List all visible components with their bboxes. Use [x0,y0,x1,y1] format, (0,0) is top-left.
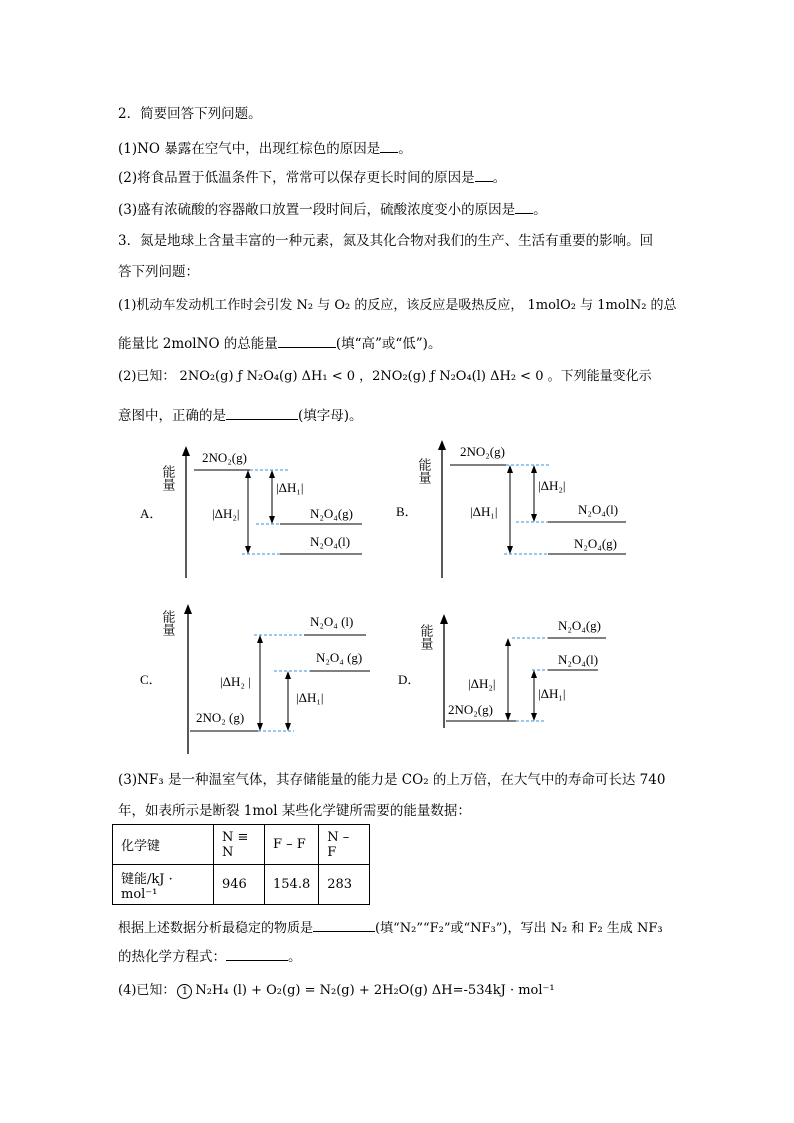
answer-blank[interactable] [515,199,533,214]
q3-part4-equation: N₂H₄ (l) + O₂(g) = N₂(g) + 2H₂O(g) ΔH=-534kJ · mol⁻¹ [195,983,555,998]
arrowhead [531,713,537,721]
arrowhead [285,671,291,679]
answer-blank[interactable] [475,167,493,182]
q2-part2-end: 。 [492,170,507,186]
diagram-b [390,436,640,584]
table-cell: 283 [319,865,370,905]
q2-heading: 2．简要回答下列问题。 [118,106,262,122]
q2-part2 [118,167,506,187]
long-arrow-label: |ΔH₂| [212,506,240,521]
level-top-label: 2NO₂(g) [460,444,505,459]
energy-axis-label: 能量 [416,458,432,484]
q3-part3-after2 [118,946,302,966]
arrowhead [531,514,537,522]
level-bot-label: 2NO₂(g) [448,702,493,717]
level-mid-label: N₂O₄ (g) [316,650,363,665]
diagram-d [392,604,642,744]
answer-blank[interactable] [313,917,375,932]
q2-part3-end: 。 [533,202,547,218]
q3-heading: 3．氮是地球上含量丰富的一种元素，氮及其化合物对我们的生产、生活有重要的影响。回 [118,233,654,249]
answer-blank[interactable] [226,405,298,420]
q3-part3-text: 根据上述数据分析最稳定的物质是 [118,921,314,936]
short-arrow-label: |ΔH₁| [296,690,324,705]
arrowhead [269,470,275,478]
q3-part1-text: 能量比 2molNO 的总能量 [118,336,278,352]
q3-part4 [118,982,555,1000]
q3-part3-after1 [118,917,663,938]
q3-part4-prefix: (4)已知： [118,983,176,998]
answer-blank[interactable] [380,138,398,153]
arrowhead [505,713,511,721]
level-mid-label: N₂O₄(l) [578,502,619,517]
energy-axis-label: 能量 [160,465,176,491]
level-top-label: N₂O₄ (l) [310,614,354,629]
q3-heading-cont: 答下列问题： [118,264,199,280]
arrowhead [245,470,251,478]
table-header-row [113,825,370,865]
level-mid-label: N₂O₄(g) [310,506,353,521]
arrowhead [531,465,537,473]
q3-part1-line1: (1)机动车发动机工作时会引发 N₂ 与 O₂ 的反应，该反应是吸热反应， 1molO₂ 与 1molN₂ 的总 [118,298,677,313]
energy-axis-label: 能量 [160,610,176,636]
axis-arrowhead [184,604,192,614]
arrowhead [505,638,511,646]
table-cell: 键能/kJ · mol⁻¹ [113,865,214,905]
q2-part3-text: (3)盛有浓硫酸的容器敞口放置一段时间后，硫酸浓度变小的原因是 [118,202,516,218]
long-arrow-label: |ΔH₂| [468,676,496,691]
arrowhead [531,670,537,678]
q3-part3-text-cont: (填“N₂”“F₂”或“NF₃”)，写出 N₂ 和 F₂ 生成 NF₃ [375,921,663,936]
table-header-cell: N – F [319,825,370,865]
arrowhead [507,546,513,554]
short-arrow-label: |ΔH₁| [538,686,566,701]
arrowhead [285,723,291,731]
level-bot-label: N₂O₄(l) [310,534,351,549]
diagram-a [130,440,380,585]
energy-axis-label: 能量 [418,624,434,650]
axis-arrowhead [440,614,448,624]
table-row [113,865,370,905]
table-cell: 154.8 [265,865,319,905]
option-letter[interactable]: C． [140,672,162,687]
q2-part3 [118,199,547,219]
arrowhead [269,516,275,524]
q2-part2-text: (2)将食品置于低温条件下，常常可以保存更长时间的原因是 [118,170,475,186]
level-top-label: N₂O₄(g) [558,618,601,633]
q2-part1-text: (1)NO 暴露在空气中，出现红棕色的原因是 [118,141,381,157]
long-arrow-label: |ΔH₁| [470,504,498,519]
option-letter[interactable]: D． [398,672,421,687]
long-arrow-label: |ΔH₂ | [220,674,251,689]
arrowhead [257,723,263,731]
q2-part1 [118,138,412,158]
circled-number: 1 [177,984,192,999]
answer-blank[interactable] [226,946,288,961]
level-bot-label: N₂O₄(g) [574,536,617,551]
q3-part2-end: (填字母)。 [298,408,363,424]
arrowhead [257,635,263,643]
q3-part3-text2: 的热化学方程式： [118,949,226,965]
arrowhead [507,465,513,473]
q3-part3-end: 。 [288,949,302,965]
bond-energy-table [112,824,370,905]
level-top-label: 2NO₂(g) [202,450,247,465]
short-arrow-label: |ΔH₂| [538,478,566,493]
level-mid-label: N₂O₄(l) [558,652,599,667]
table-header-cell: 化学键 [113,825,214,865]
option-letter[interactable]: B． [396,504,418,519]
axis-arrowhead [182,446,190,456]
table-header-cell: F – F [265,825,319,865]
level-bot-label: 2NO₂ (g) [196,710,245,725]
q3-part3-line2: 年，如表所示是断裂 1mol 某些化学键所需要的能量数据： [118,803,471,819]
q3-part1-line2 [118,333,441,353]
option-letter[interactable]: A． [140,506,163,521]
answer-blank[interactable] [278,333,336,348]
diagram-c [130,598,380,758]
arrowhead [245,546,251,554]
short-arrow-label: |ΔH₁| [276,480,304,495]
q3-part2-text: 意图中，正确的是 [118,408,226,424]
table-cell: 946 [214,865,265,905]
q3-part2-line2 [118,405,363,425]
q3-part2-line1: (2)已知： 2NO₂(g) ƒ N₂O₄(g) ΔH₁ < 0 ，2NO₂(g) ƒ N₂O₄(l) ΔH₂ < 0 。下列能量变化示 [118,369,652,384]
q3-part1-end: (填“高”或“低”)。 [335,336,442,352]
q2-part1-end: 。 [398,141,412,157]
q3-part3-line1: (3)NF₃ 是一种温室气体，其存储能量的能力是 CO₂ 的上万倍，在大气中的寿命可长达 740 [118,772,666,788]
axis-arrowhead [438,440,446,450]
table-header-cell: N ≡ N [214,825,265,865]
